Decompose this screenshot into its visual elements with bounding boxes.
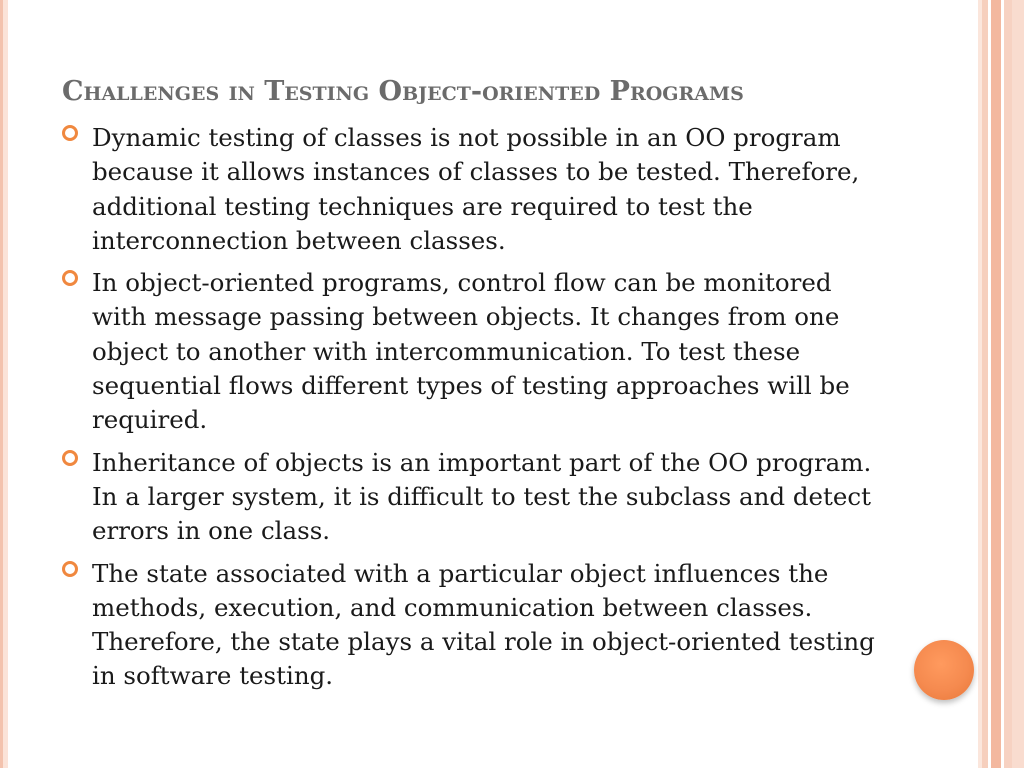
bullet-text: In object-oriented programs, control flow can be monitored with message passing between objects. It changes from one object to another with intercommunication. To test these sequential flows different types of testing approaches will be required.	[92, 268, 850, 435]
bullet-list	[62, 121, 882, 702]
ring-bullet-icon	[62, 270, 78, 286]
bullet-item	[62, 121, 882, 258]
bullet-text: Inheritance of objects is an important part of the OO program. In a larger system, it is difficult to test the subclass and detect errors in one class.	[92, 447, 872, 546]
left-border-decoration	[0, 0, 8, 768]
bullet-item	[62, 557, 882, 694]
right-stripes-decoration	[978, 0, 1024, 768]
ring-bullet-icon	[62, 450, 78, 466]
ring-bullet-icon	[62, 561, 78, 577]
bullet-text: The state associated with a particular object influences the methods, execution, and communication between classes. Therefore, the state plays a vital role in object-oriented testing in software testing.	[92, 558, 875, 691]
bullet-text: Dynamic testing of classes is not possible in an OO program because it allows instances of classes to be tested. Therefore, additional testing techniques are required to test the interconnection between classes.	[92, 123, 860, 255]
bullet-item	[62, 266, 882, 437]
bullet-item	[62, 446, 882, 549]
slide-title: Challenges in Testing Object-oriented Programs	[62, 76, 744, 108]
orange-circle-icon	[914, 640, 974, 700]
ring-bullet-icon	[62, 125, 78, 141]
